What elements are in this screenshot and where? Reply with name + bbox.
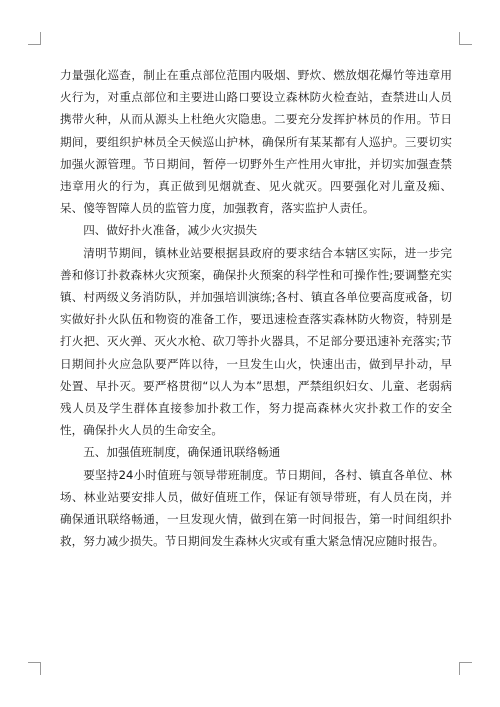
- crop-mark-bottom-left: [28, 662, 41, 675]
- crop-mark-top-left: [28, 32, 41, 45]
- paragraph-duty-system: 要坚持24小时值班与领导带班制度。节日期间，各村、镇直各单位、林场、林业站要安排人员，做好值班工作，保证有领导带班，有人员在岗，并确保通讯联络畅通，一旦发现火情，做到在第一时间报告，第一时间组织扑救，努力减少损失。节日期间发生森林火灾或有重大紧急情况应随时报告。: [60, 467, 452, 549]
- crop-mark-top-right: [459, 32, 472, 45]
- section-heading-5: 五、加强值班制度，确保通讯联络畅通: [83, 445, 281, 460]
- paragraph-firefighting-preparation: 清明节期间，镇林业站要根据县政府的要求结合本辖区实际，进一步完善和修订扑救森林火灾预案，确保扑火预案的科学性和可操作性;要调整充实镇、村两级义务消防队，并加强培训演练;各村、镇直各单位要高度戒备，切实做好扑火队伍和物资的准备工作，要迅速检查落实森林防火物资，特别是打火把、灭火弹、灭火水枪、砍刀等扑火器具，不足部分要迅速补充落实;节日期间扑火应急队要严阵以待，一旦发生山火，快速出击，做到早扑动，早处置、早扑灭。要严格贯彻“以人为本”思想，严禁组织妇女、儿童、老弱病残人员及学生群体直接参加扑救工作，努力提高森林火灾扑救工作的安全性，确保扑火人员的生命安全。: [60, 245, 452, 438]
- document-body: [60, 64, 452, 552]
- section-heading-4: 四、做好扑火准备，减少火灾损失: [83, 223, 258, 238]
- crop-mark-bottom-right: [459, 662, 472, 675]
- paragraph-fire-source-control: 力量强化巡查，制止在重点部位范围内吸烟、野炊、燃放烟花爆竹等违章用火行为，对重点部位和主要进山路口要设立森林防火检查站，查禁进山人员携带火种，从而从源头上杜绝火灾隐患。二要充分发挥护林员的作用。节日期间，要组织护林员全天候巡山护林，确保所有某某都有人巡护。三要切实加强火源管理。节日期间，暂停一切野外生产性用火审批，并切实加强查禁违章用火的行为，真正做到见烟就查、见火就灭。四要强化对儿童及痴、呆、傻等智障人员的监管力度，加强教育，落实监护人责任。: [60, 68, 452, 216]
